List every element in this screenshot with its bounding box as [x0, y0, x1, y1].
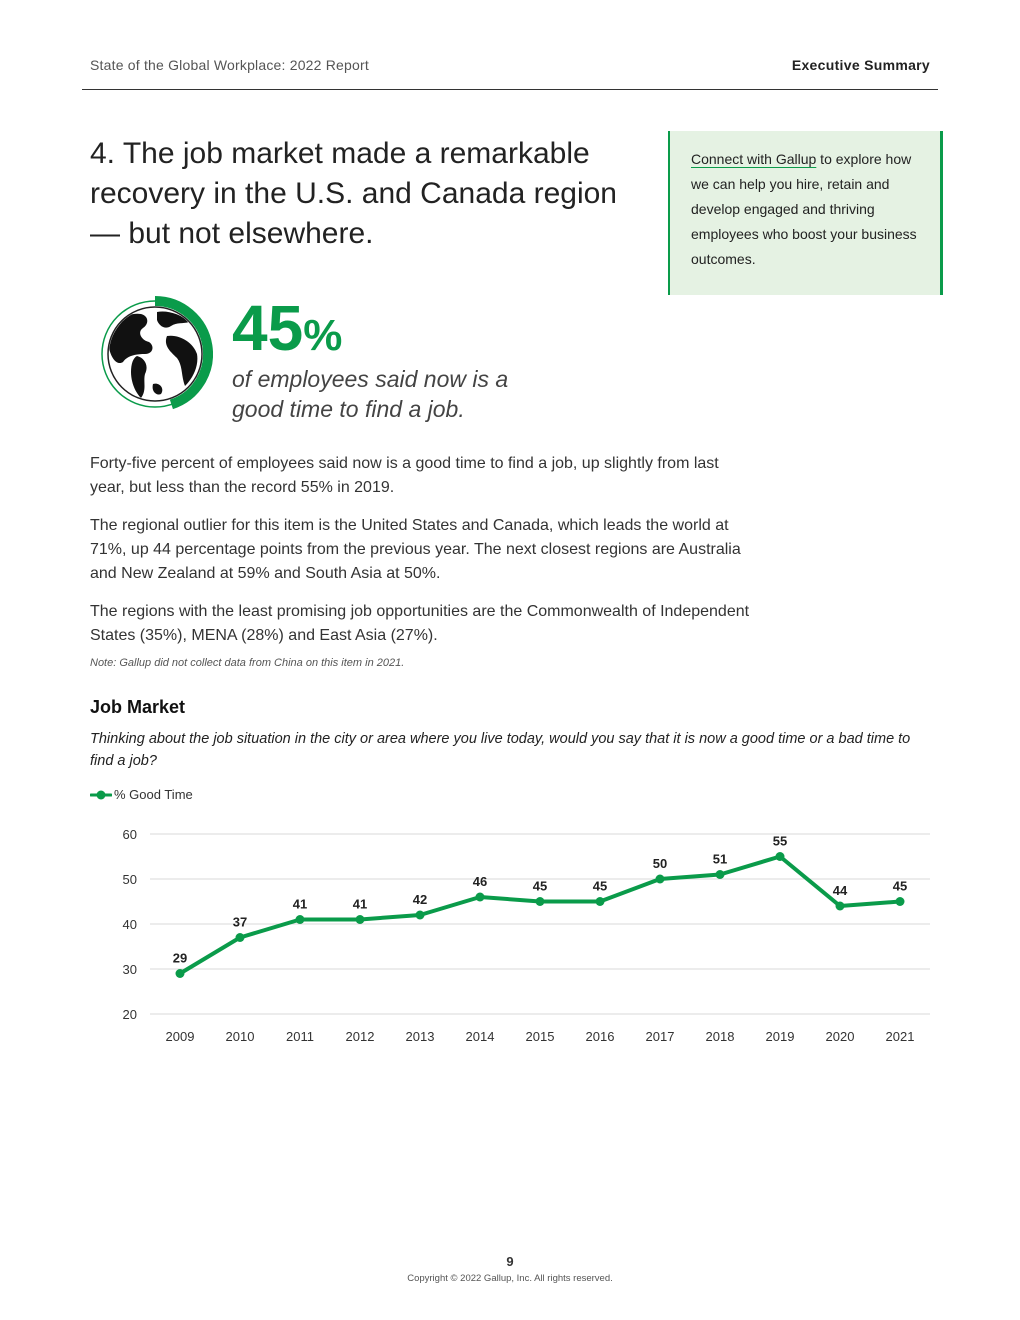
stat-unit: % — [303, 311, 343, 360]
x-tick-label: 2017 — [645, 1029, 675, 1044]
x-tick-label: 2019 — [765, 1029, 795, 1044]
data-label: 51 — [712, 851, 728, 867]
globe-icon — [97, 296, 213, 418]
callout-text: to explore how we can help you hire, retain and develop engaged and thriving employees who boost your business outcomes. — [691, 151, 917, 267]
y-tick-label: 60 — [122, 827, 137, 842]
x-tick-label: 2011 — [286, 1029, 314, 1044]
data-point — [656, 875, 665, 884]
data-label: 29 — [172, 950, 188, 966]
data-label: 41 — [352, 896, 368, 912]
x-tick-label: 2015 — [525, 1029, 555, 1044]
x-tick-label: 2010 — [225, 1029, 255, 1044]
section-title: Executive Summary — [791, 57, 930, 73]
data-label: 37 — [232, 914, 248, 930]
data-label: 55 — [772, 833, 788, 849]
stat-caption: of employees said now is a good time to find a job. — [232, 366, 509, 422]
y-tick-label: 20 — [122, 1007, 137, 1022]
data-point — [536, 897, 545, 906]
data-label: 50 — [652, 856, 668, 871]
data-label: 41 — [292, 896, 308, 912]
y-tick-label: 30 — [122, 962, 137, 977]
data-note: Note: Gallup did not collect data from China on this item in 2021. — [90, 657, 405, 669]
report-title: State of the Global Workplace: 2022 Report — [90, 57, 369, 73]
x-tick-label: 2012 — [345, 1029, 375, 1044]
chart-title: Job Market — [90, 697, 186, 717]
connect-with-gallup-link[interactable]: Connect with Gallup — [691, 151, 817, 167]
y-tick-label: 40 — [122, 917, 137, 932]
data-label: 42 — [412, 892, 428, 907]
x-tick-label: 2009 — [165, 1029, 195, 1044]
data-point — [836, 902, 845, 911]
data-point — [176, 969, 185, 978]
globe-stat-icon — [97, 296, 213, 418]
copyright: Copyright © 2022 Gallup, Inc. All rights reserved. — [407, 1273, 613, 1284]
data-label: 45 — [592, 878, 608, 894]
x-tick-label: 2021 — [885, 1029, 915, 1044]
chart-legend — [90, 787, 193, 802]
body-paragraph-3: The regions with the least promising job opportunities are the Commonwealth of Independent States (35%), MENA (28%) and East Asia (27%). — [90, 603, 750, 644]
stat-number — [232, 292, 342, 372]
body-text — [90, 452, 750, 662]
x-tick-label: 2014 — [465, 1029, 495, 1044]
data-label: 46 — [472, 874, 488, 889]
data-point — [236, 933, 245, 942]
data-point — [596, 897, 605, 906]
y-tick-label: 50 — [122, 872, 137, 887]
x-tick-label: 2018 — [705, 1029, 735, 1044]
x-tick-label: 2013 — [405, 1029, 435, 1044]
body-paragraph-1: Forty-five percent of employees said now is a good time to find a job, up slightly from last year, but less than the record 55% in 2019. — [90, 455, 719, 496]
data-point — [776, 852, 785, 861]
header-divider — [82, 89, 938, 90]
series-line — [180, 857, 900, 974]
body-paragraph-2: The regional outlier for this item is the United States and Canada, which leads the world at 71%, up 44 percentage points from the previous year. The next closest regions are Australia and New Zealand at 59% and South Asia at 50%. — [90, 517, 741, 582]
x-tick-label: 2020 — [825, 1029, 855, 1044]
x-tick-label: 2016 — [585, 1029, 615, 1044]
data-point — [896, 897, 905, 906]
callout-box — [668, 131, 943, 295]
data-point — [296, 915, 305, 924]
data-label: 45 — [532, 878, 548, 894]
stat-value: 45 — [232, 292, 304, 364]
line-chart — [0, 820, 1020, 1055]
data-label: 44 — [832, 883, 848, 898]
data-point — [356, 915, 365, 924]
data-point — [416, 911, 425, 920]
legend-label: % Good Time — [114, 787, 193, 802]
data-point — [476, 893, 485, 902]
data-label: 45 — [892, 878, 908, 894]
data-point — [716, 870, 725, 879]
page-number: 9 — [506, 1254, 514, 1269]
page-headline: 4. The job market made a remarkable recovery in the U.S. and Canada region — but not elsewhere. — [90, 137, 617, 250]
legend-line-icon — [90, 789, 112, 801]
chart-question: Thinking about the job situation in the city or area where you live today, would you say that it is now a good time or a bad time to find a job? — [90, 731, 911, 769]
